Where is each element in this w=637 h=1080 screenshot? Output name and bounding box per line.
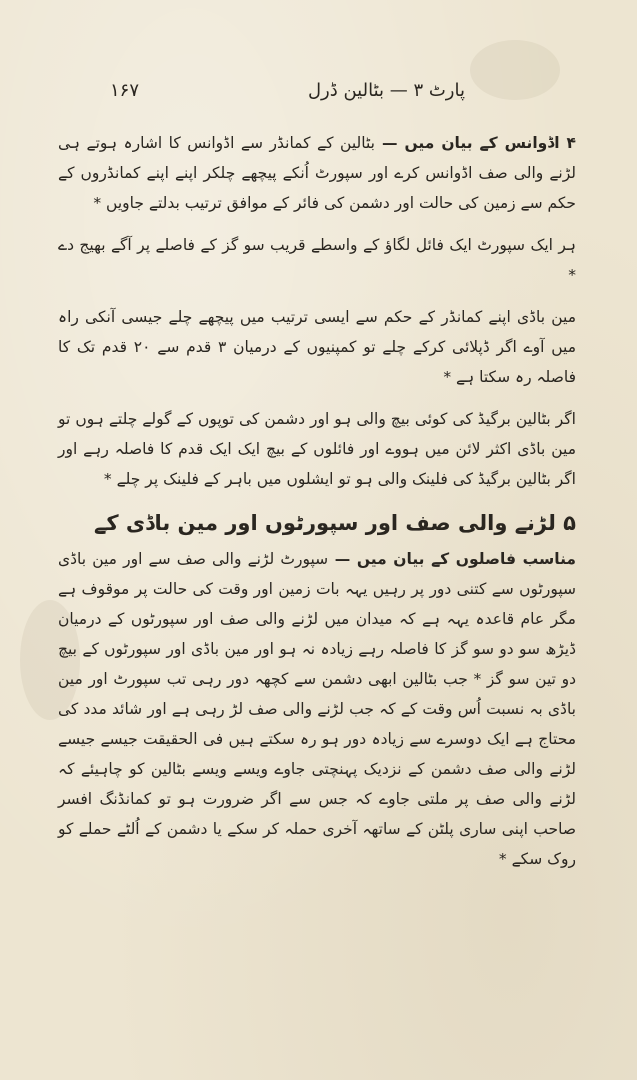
section-heading-4: ۴ اڈوانس کے بیان میں — [374, 134, 576, 152]
paragraph-text: اگر بٹالین برگیڈ کی کوئی بیچ والی ہو اور دشمن کی توپوں کے گولے چلتے ہوں تو مین باڈی اکثر لائن میں ہووے اور فائلوں کے بیچ ایک ایک قدم کا فاصلہ رہے اور اگر بٹالین برگیڈ کی فلینک والی ہو تو ایشلوں میں باہر کے فلینک پر چلے * [58, 410, 576, 488]
page-body [58, 128, 576, 886]
paragraph [58, 544, 576, 874]
paragraph-text: سپورٹ لڑنے والی صف سے اور مین باڈی سپورٹوں سے کتنی دور پر رہیں یہہ بات زمین اور وقت کی حالت پر موقوف ہے مگر عام قاعدہ یہہ ہے کہ میدان میں لڑنے والی صف اور سپورٹوں کے درمیان ڈیڑھ سو دو سو گز کا فاصلہ رہے زیادہ نہ ہو اور مین باڈی اور سپورٹوں کے بیچ دو تین سو گز * جب بٹالین ابھی دشمن سے کچھہ دور رہی تب سپورٹ اور مین باڈی بہ نسبت اُس وقت کے کہ جب لڑنے والی صف لڑ رہی ہے اور شائد مدد کی محتاج ہے ایک دوسرے سے زیادہ دور ہو رہ سکتے ہیں فی الحقیقت جیسے جیسے لڑنے والی صف دشمن کے نزدیک پہنچتی جاوے ویسے ویسے بٹالین کو چاہیئے کہ لڑنے والی صف پر ملتی جاوے کہ جس سے اگر ضرورت ہو تو کمانڈنگ افسر صاحب اپنی ساری پلٹن کے ساتھہ آخری حملہ کر سکے یا دشمن کے اُلٹے حملے کو روک سکے * [58, 550, 576, 868]
paragraph [58, 302, 576, 392]
paragraph [58, 404, 576, 494]
section-heading-5-cont: مناسب فاصلوں کے بیان میں — [328, 550, 576, 568]
paragraph-text: ہر ایک سپورٹ ایک فائل لگاؤ کے واسطے قریب سو گز کے فاصلے پر آگے بھیج دے * [58, 236, 576, 284]
running-title: پارٹ ۳ — بٹالین ڈرل [307, 80, 465, 101]
paragraph-text: مین باڈی اپنے کمانڈر کے حکم سے ایسی ترتیب میں پیچھے چلے جیسی آنکی راہ میں آوے اگر ڈپلائی کرکے چلے تو کمپنیوں کے درمیان ۳ قدم سے ۲۰ قدم تک کا فاصلہ رہ سکتا ہے * [58, 308, 576, 386]
paragraph-text: بٹالین کے کمانڈر سے اڈوانس کا اشارہ ہوتے ہی لڑنے والی صف اڈوانس کرے اور سپورٹ اُنکے پیچھے چلکر اپنے اپنے کمانڈروں کے حکم سے زمین کی حالت اور دشمن کی فائر کے موافق ترتیب بدلتے جاویں * [58, 134, 576, 212]
paragraph [58, 230, 576, 290]
page-header [75, 80, 575, 116]
section-heading-5: ۵ لڑنے والی صف اور سپورٹوں اور مین باڈی کے [94, 511, 576, 535]
paragraph [58, 128, 576, 218]
page-number: ۱۶۷ [110, 80, 140, 101]
